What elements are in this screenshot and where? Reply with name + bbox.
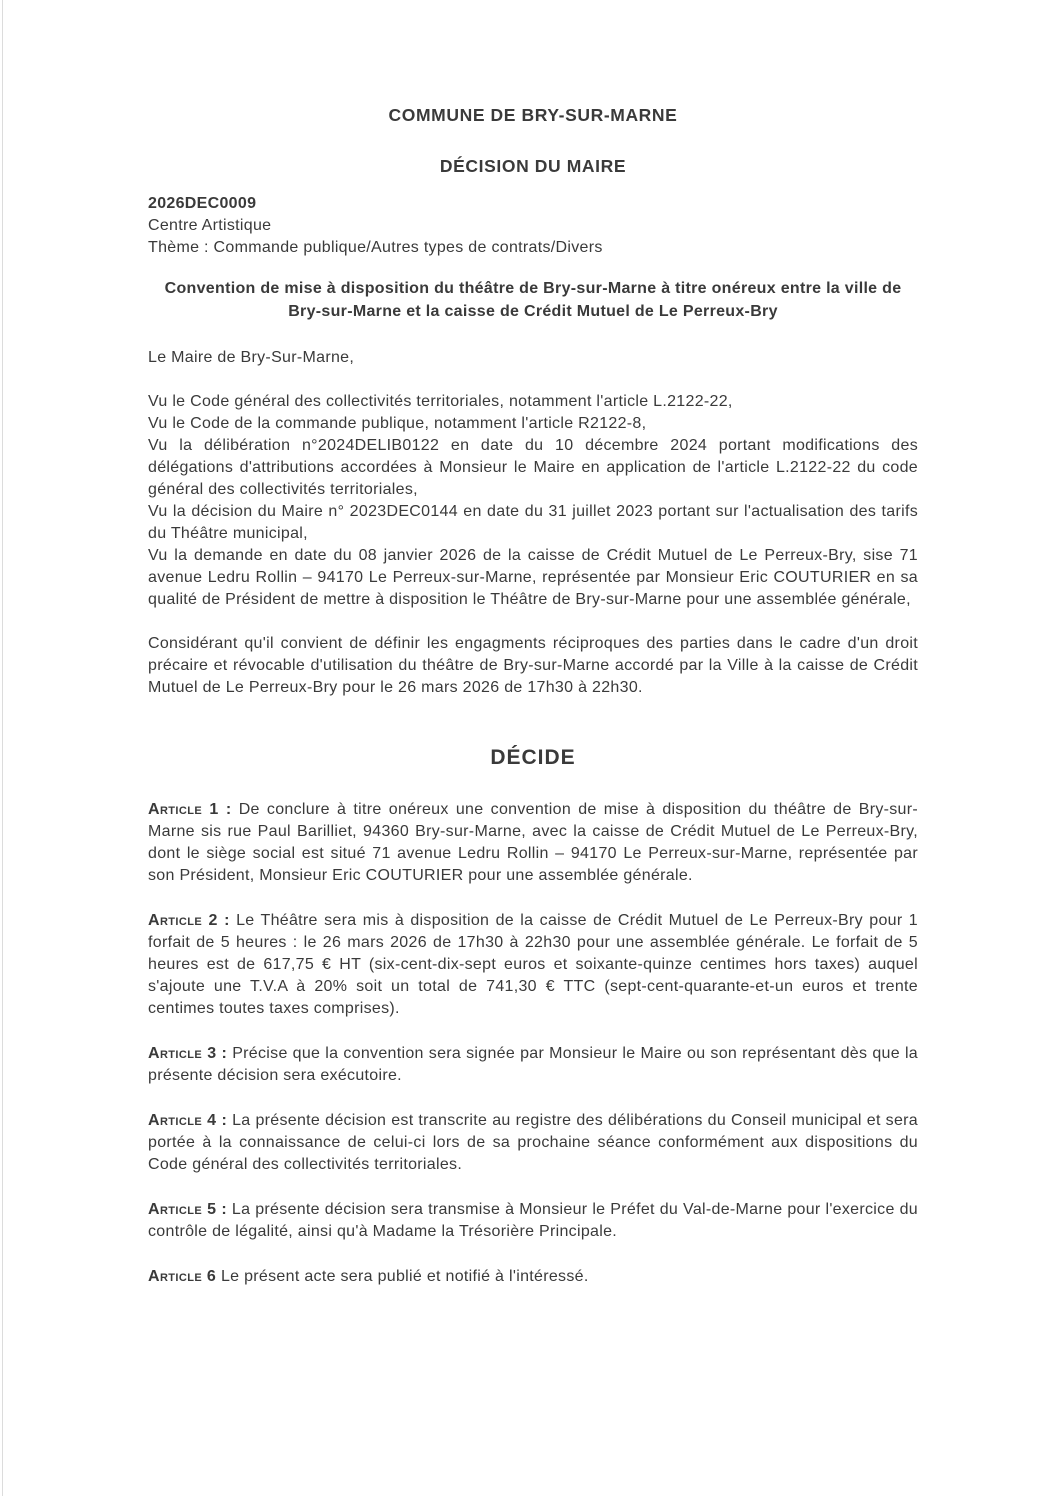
decision-number: 2026DEC0009 (148, 195, 257, 212)
considering-paragraph: Considérant qu'il convient de définir les engagments réciproques des parties dans le cadre d'un droit précaire et révocable d'utilisation du théâtre de Bry-sur-Marne accordé par la Ville à la caisse de Crédit Mutuel de Le Perreux-Bry pour le 26 mars 2026 de 17h30 à 22h30. (148, 635, 918, 696)
recital-5: Vu la demande en date du 08 janvier 2026 de la caisse de Crédit Mutuel de Le Perreux-Bry, sise 71 avenue Ledru Rollin – 94170 Le Perreux-sur-Marne, représentée par Monsieur Eric COUTURIER en sa qualité de Président de mettre à disposition le Théâtre de Bry-sur-Marne pour une assemblée générale, (148, 547, 918, 608)
article-6-label: Article 6 (148, 1268, 217, 1285)
decide-heading: DÉCIDE (490, 746, 576, 769)
article-5-label: Article 5 (148, 1201, 217, 1218)
article-6 (148, 1266, 918, 1288)
article-1-text: De conclure à titre onéreux une convention de mise à disposition du théâtre de Bry-sur-Marne sis rue Paul Barilliet, 94360 Bry-sur-Marne, avec la caisse de Crédit Mutuel de Le Perreux-Bry, dont le siège social est situé 71 avenue Ledru Rollin – 94170 Le Perreux-sur-Marne, représentée par son Président, Monsieur Eric COUTURIER pour une assemblée générale. (148, 801, 919, 884)
article-4-label: Article 4 (148, 1112, 217, 1129)
article-2-punct: : (217, 912, 237, 929)
article-3-text: Précise que la convention sera signée par Monsieur le Maire ou son représentant dès que la présente décision sera exécutoire. (148, 1045, 919, 1084)
recital-4: Vu la décision du Maire n° 2023DEC0144 en date du 31 juillet 2023 portant sur l'actualisation des tarifs du Théâtre municipal, (148, 503, 918, 542)
recital-1: Vu le Code général des collectivités territoriales, notamment l'article L.2122-22, (148, 393, 733, 410)
article-5 (148, 1199, 918, 1243)
article-6-text: Le présent acte sera publié et notifié à l'intéressé. (220, 1268, 589, 1285)
reference-block (148, 193, 918, 259)
article-4-text: La présente décision est transcrite au registre des délibérations du Conseil municipal et sera portée à la connaissance de celui-ci lors de sa prochaine séance conformément aux dispositions du Code général des collectivités territoriales. (148, 1112, 919, 1173)
decision-title: DÉCISION DU MAIRE (439, 156, 627, 176)
article-4 (148, 1110, 918, 1176)
recital-2: Vu le Code de la commande publique, notamment l'article R2122-8, (148, 415, 647, 432)
subject-title: Convention de mise à disposition du théâtre de Bry-sur-Marne à titre onéreux entre la ville de Bry-sur-Marne et la caisse de Crédit Mutuel de Le Perreux-Bry (164, 280, 902, 320)
article-3-punct: : (216, 1045, 233, 1062)
article-3-label: Article 3 (148, 1045, 217, 1062)
scan-edge-artifact (2, 0, 3, 1496)
article-4-punct: : (216, 1112, 233, 1129)
article-5-punct: : (216, 1201, 232, 1218)
salutation: Le Maire de Bry-Sur-Marne, (148, 349, 355, 366)
recital-3: Vu la délibération n°2024DELIB0122 en date du 10 décembre 2024 portant modifications des délégations d'attributions accordées à Monsieur le Maire en application de l'article L.2122-22 du code général des collectivités territoriales, (148, 437, 918, 498)
service-name: Centre Artistique (148, 217, 272, 234)
article-2-text: Le Théâtre sera mis à disposition de la caisse de Crédit Mutuel de Le Perreux-Bry pour 1 forfait de 5 heures : le 26 mars 2026 de 17h30 à 22h30 pour une assemblée générale. Le forfait de 5 heures est de 617,75 € HT (six-cent-dix-sept euros et soixante-quinze centimes hors taxes) auquel s'ajoute une T.V.A à 20% soit un total de 741,30 € TTC (sept-cent-quarante-et-un euros et trente centimes toutes taxes comprises). (148, 912, 918, 1017)
article-2-label: Article 2 (148, 912, 218, 929)
article-5-text: La présente décision sera transmise à Monsieur le Préfet du Val-de-Marne pour l'exercice du contrôle de légalité, ainsi qu'à Madame la Trésorière Principale. (148, 1201, 918, 1240)
article-3 (148, 1043, 918, 1087)
document-content (148, 104, 918, 1311)
article-1-label: Article 1 (148, 801, 219, 818)
article-1 (148, 799, 918, 887)
article-2 (148, 910, 918, 1020)
theme-line: Thème : Commande publique/Autres types de contrats/Divers (148, 239, 603, 256)
article-1-punct: : (218, 801, 239, 818)
commune-title: COMMUNE DE BRY-SUR-MARNE (388, 105, 678, 125)
